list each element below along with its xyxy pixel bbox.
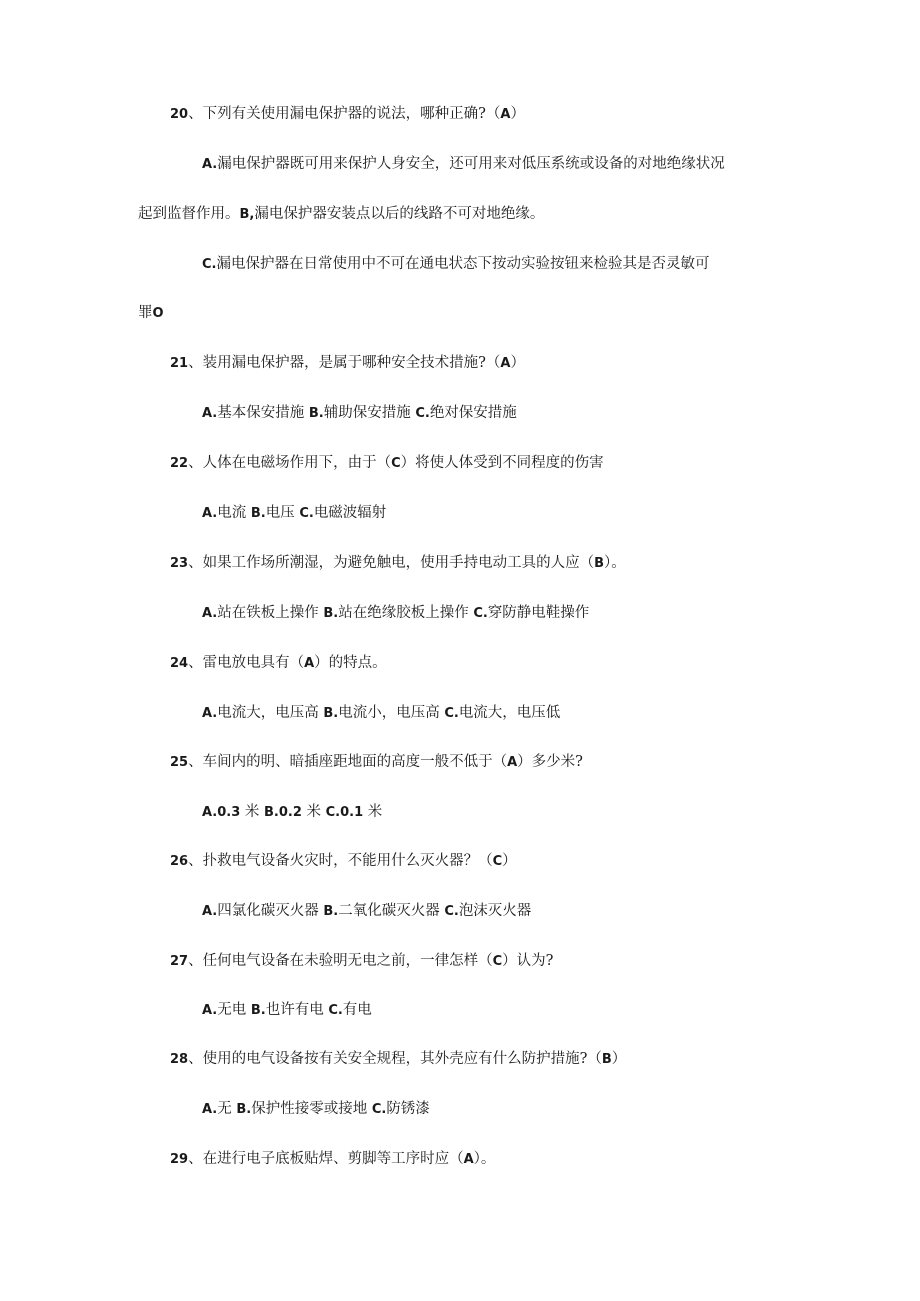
question-answer: A <box>304 656 315 671</box>
option-text: 米 <box>301 804 326 820</box>
options-24 <box>0 703 920 724</box>
option-c <box>0 254 920 275</box>
question-separator: 、 <box>188 355 203 371</box>
option-label: B. <box>250 1003 266 1018</box>
question-number: 20 <box>170 107 189 122</box>
option-text: 电压 <box>265 505 300 521</box>
question-number: 21 <box>170 356 189 371</box>
option-label: A. <box>202 706 218 721</box>
option-label: A. <box>202 506 218 521</box>
question-28 <box>0 1049 920 1070</box>
option-text: 站在绝缘胶板上操作 <box>338 605 474 621</box>
question-number: 22 <box>170 456 189 471</box>
question-text: 雷电放电具有（ <box>202 655 305 671</box>
option-text: 辅助保安措施 <box>323 405 416 421</box>
option-text: 有电 <box>342 1002 372 1018</box>
question-number: 29 <box>170 1152 189 1167</box>
question-text: 下列有关使用漏电保护器的说法，哪种正确?（ <box>202 106 501 122</box>
option-label: C. <box>444 904 459 919</box>
option-a-continued <box>0 204 920 225</box>
question-27 <box>0 951 920 972</box>
question-separator: 、 <box>188 106 203 122</box>
option-text: 防锈漆 <box>386 1101 430 1117</box>
option-text: 米 <box>240 804 264 820</box>
question-text-after: ） <box>502 853 517 869</box>
option-label: A. <box>202 606 218 621</box>
question-answer: C <box>492 854 503 869</box>
option-label: B. <box>323 606 339 621</box>
question-text: 人体在电磁场作用下，由于（ <box>202 455 392 471</box>
option-label: C. <box>328 1003 343 1018</box>
question-22 <box>0 453 920 474</box>
question-separator: 、 <box>188 853 203 869</box>
options-26 <box>0 901 920 922</box>
question-number: 25 <box>170 755 189 770</box>
options-25 <box>0 802 920 823</box>
question-text: 使用的电气设备按有关安全规程，其外壳应有什么防护措施?（ <box>202 1051 602 1067</box>
option-label: A. <box>202 406 218 421</box>
question-text: 在进行电子底板贴焊、剪脚等工序时应（ <box>202 1151 464 1167</box>
question-separator: 、 <box>188 754 203 770</box>
question-text-after: ） <box>510 106 525 122</box>
question-separator: 、 <box>188 555 203 571</box>
option-text: 电流大，电压高 <box>217 705 324 721</box>
question-25 <box>0 752 920 773</box>
option-text: 绝对保安措施 <box>429 405 517 421</box>
options-27 <box>0 1000 920 1021</box>
question-answer: A <box>507 755 518 770</box>
option-text: 无 <box>217 1101 237 1117</box>
option-label: C. <box>473 606 488 621</box>
option-label: C. <box>415 406 430 421</box>
option-text: 漏电保护器安装点以后的线路不可对地绝缘。 <box>254 206 545 222</box>
option-text: 无电 <box>217 1002 251 1018</box>
option-text: 二氧化碳灭火器 <box>338 903 445 919</box>
question-text-after: ）的特点。 <box>314 655 387 671</box>
question-answer: C <box>492 954 503 969</box>
question-separator: 、 <box>188 953 203 969</box>
option-text: 漏电保护器在日常使用中不可在通电状态下按动实验按钮来检验其是否灵敏可 <box>216 256 710 272</box>
option-label: B. <box>323 904 339 919</box>
option-label: A. <box>202 1003 218 1018</box>
option-c-continued <box>0 303 920 324</box>
option-label: B. <box>250 506 266 521</box>
question-text-after: ） <box>510 355 525 371</box>
question-answer: B <box>601 1052 612 1067</box>
question-text-after: ）。 <box>604 555 626 571</box>
options-23 <box>0 603 920 624</box>
option-label: B. <box>323 706 339 721</box>
option-text: 米 <box>363 804 383 820</box>
question-number: 26 <box>170 854 189 869</box>
question-text-after: ）将使人体受到不同程度的伤害 <box>400 455 604 471</box>
question-29 <box>0 1149 920 1170</box>
option-text-end: O <box>152 306 164 321</box>
question-text-after: ）认为? <box>502 953 554 969</box>
option-label: B. <box>308 406 324 421</box>
question-answer: A <box>463 1152 474 1167</box>
question-text: 车间内的明、暗插座距地面的高度一般不低于（ <box>202 754 508 770</box>
option-text: 穿防静电鞋操作 <box>487 605 590 621</box>
option-text: 电磁波辐射 <box>313 505 387 521</box>
question-number: 28 <box>170 1052 189 1067</box>
question-answer: A <box>500 107 511 122</box>
option-text: 电流大，电压低 <box>458 705 561 721</box>
question-answer: C <box>391 456 401 471</box>
option-text: 也许有电 <box>265 1002 329 1018</box>
question-number: 23 <box>170 556 189 571</box>
option-label: A. <box>202 904 218 919</box>
question-separator: 、 <box>188 1051 203 1067</box>
option-label: C. <box>202 257 217 272</box>
question-23 <box>0 553 920 574</box>
question-text-after: ） <box>611 1051 627 1067</box>
question-26 <box>0 851 920 872</box>
question-text: 任何电气设备在未验明无电之前，一律怎样（ <box>202 953 493 969</box>
question-21 <box>0 353 920 374</box>
option-text: 泡沫灭火器 <box>458 903 532 919</box>
option-text: 电流 <box>217 505 251 521</box>
options-22 <box>0 503 920 524</box>
option-a <box>0 154 920 175</box>
option-text: 保护性接零或接地 <box>251 1101 372 1117</box>
option-label: B.0.2 <box>264 805 302 820</box>
option-label: B, <box>239 207 255 222</box>
question-number: 27 <box>170 954 189 969</box>
option-text: 四氯化碳灭火器 <box>217 903 324 919</box>
option-label: A. <box>202 157 218 172</box>
option-text: 漏电保护器既可用来保护人身安全，还可用来对低压系统或设备的对地绝缘状况 <box>217 156 725 172</box>
option-text: 基本保安措施 <box>217 405 309 421</box>
option-text: 站在铁板上操作 <box>217 605 324 621</box>
question-separator: 、 <box>188 1151 203 1167</box>
question-number: 24 <box>170 656 189 671</box>
option-text: 起到监督作用。 <box>138 206 240 222</box>
options-28 <box>0 1099 920 1120</box>
question-separator: 、 <box>188 655 203 671</box>
option-text: 罪 <box>138 305 153 321</box>
option-text: 电流小，电压高 <box>338 705 445 721</box>
option-label: A. <box>202 1102 218 1117</box>
option-label: A.0.3 <box>202 805 241 820</box>
question-separator: 、 <box>188 455 203 471</box>
question-text: 扑救电气设备火灾时，不能用什么灭火器？（ <box>202 853 493 869</box>
option-label: C. <box>299 506 314 521</box>
option-label: C.0.1 <box>325 805 364 820</box>
question-text-after: ）多少米? <box>517 754 583 770</box>
question-20 <box>0 104 920 125</box>
question-text-after: ）。 <box>473 1151 496 1167</box>
question-answer: B <box>594 556 605 571</box>
question-text: 如果工作场所潮湿，为避免触电，使用手持电动工具的人应（ <box>202 555 595 571</box>
option-label: B. <box>236 1102 252 1117</box>
option-label: C. <box>371 1102 387 1117</box>
question-answer: A <box>500 356 511 371</box>
question-24 <box>0 653 920 674</box>
question-text: 装用漏电保护器，是属于哪种安全技术措施?（ <box>202 355 501 371</box>
options-21 <box>0 403 920 424</box>
option-label: C. <box>444 706 459 721</box>
